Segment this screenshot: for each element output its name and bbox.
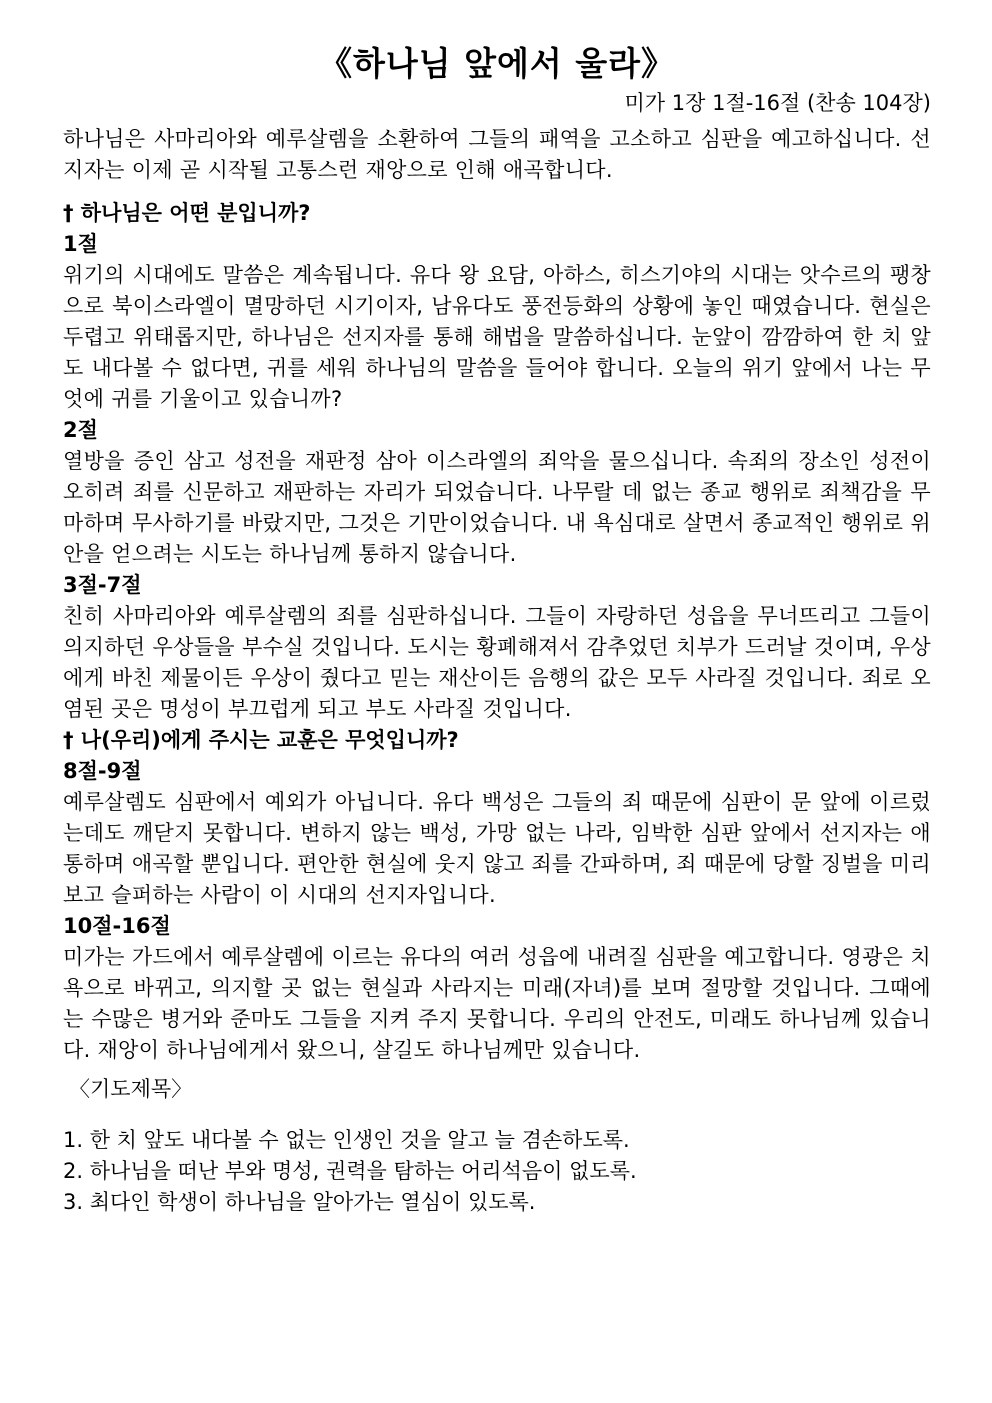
section-who-is-god	[63, 198, 931, 725]
prayer-title: 〈기도제목〉	[69, 1077, 193, 1101]
verse-label: 3절-7절	[63, 573, 142, 597]
verse-label: 2절	[63, 418, 98, 442]
verse-text: 예루살렘도 심판에서 예외가 아닙니다. 유다 백성은 그들의 죄 때문에 심판이 문 앞에 이르렀는데도 깨닫지 못합니다. 변하지 않는 백성, 가망 없는 나라, 임박한 심판 앞에서 선지자는 애통하며 애곡할 뿐입니다. 편안한 현실에 웃지 않고 죄를 간파하며, 죄 때문에 당할 징벌을 미리 보고 슬퍼하는 사람이 이 시대의 선지자입니다.	[63, 790, 931, 907]
verse-label: 10절-16절	[63, 914, 171, 938]
section-heading: † 하나님은 어떤 분입니까?	[63, 201, 311, 225]
page-title: 《하나님 앞에서 울라》	[318, 44, 675, 83]
prayer-list	[63, 1125, 931, 1218]
section-heading: † 나(우리)에게 주시는 교훈은 무엇입니까?	[63, 728, 459, 752]
prayer-item: 3. 최다인 학생이 하나님을 알아가는 열심이 있도록.	[63, 1190, 536, 1214]
devotional-page	[63, 40, 931, 1218]
prayer-item: 1. 한 치 앞도 내다볼 수 없는 인생인 것을 알고 늘 겸손하도록.	[63, 1128, 630, 1152]
verse-text: 위기의 시대에도 말씀은 계속됩니다. 유다 왕 요담, 아하스, 히스기야의 시대는 앗수르의 팽창으로 북이스라엘이 멸망하던 시기이자, 남유다도 풍전등화의 상황에 놓인 때였습니다. 현실은 두렵고 위태롭지만, 하나님은 선지자를 통해 해법을 말씀하십니다. 눈앞이 깜깜하여 한 치 앞도 내다볼 수 없다면, 귀를 세워 하나님의 말씀을 들어야 합니다. 오늘의 위기 앞에서 나는 무엇에 귀를 기울이고 있습니까?	[63, 263, 931, 411]
prayer-section	[63, 1074, 931, 1218]
verse-label: 8절-9절	[63, 759, 142, 783]
verse-text: 열방을 증인 삼고 성전을 재판정 삼아 이스라엘의 죄악을 물으십니다. 속죄의 장소인 성전이 오히려 죄를 신문하고 재판하는 자리가 되었습니다. 나무랄 데 없는 종교 행위로 죄책감을 무마하며 무사하기를 바랐지만, 그것은 기만이었습니다. 내 욕심대로 살면서 종교적인 행위로 위안을 얻으려는 시도는 하나님께 통하지 않습니다.	[63, 449, 931, 566]
intro-paragraph: 하나님은 사마리아와 예루살렘을 소환하여 그들의 패역을 고소하고 심판을 예고하십니다. 선지자는 이제 곧 시작될 고통스런 재앙으로 인해 애곡합니다.	[63, 127, 931, 182]
scripture-reference: 미가 1장 1절-16절 (찬송 104장)	[624, 91, 931, 115]
prayer-item: 2. 하나님을 떠난 부와 명성, 권력을 탐하는 어리석음이 없도록.	[63, 1159, 637, 1183]
verse-label: 1절	[63, 232, 98, 256]
verse-text: 친히 사마리아와 예루살렘의 죄를 심판하십니다. 그들이 자랑하던 성읍을 무너뜨리고 그들이 의지하던 우상들을 부수실 것입니다. 도시는 황폐해져서 감추었던 치부가 드러날 것이며, 우상에게 바친 제물이든 우상이 줬다고 믿는 재산이든 음행의 값은 모두 사라질 것입니다. 죄로 오염된 곳은 명성이 부끄럽게 되고 부도 사라질 것입니다.	[63, 604, 931, 721]
section-lesson	[63, 725, 931, 1066]
verse-text: 미가는 가드에서 예루살렘에 이르는 유다의 여러 성읍에 내려질 심판을 예고합니다. 영광은 치욕으로 바뀌고, 의지할 곳 없는 현실과 사라지는 미래(자녀)를 보며 절망할 것입니다. 그때에는 수많은 병거와 준마도 그들을 지켜 주지 못합니다. 우리의 안전도, 미래도 하나님께 있습니다. 재앙이 하나님에게서 왔으니, 살길도 하나님께만 있습니다.	[63, 945, 931, 1062]
